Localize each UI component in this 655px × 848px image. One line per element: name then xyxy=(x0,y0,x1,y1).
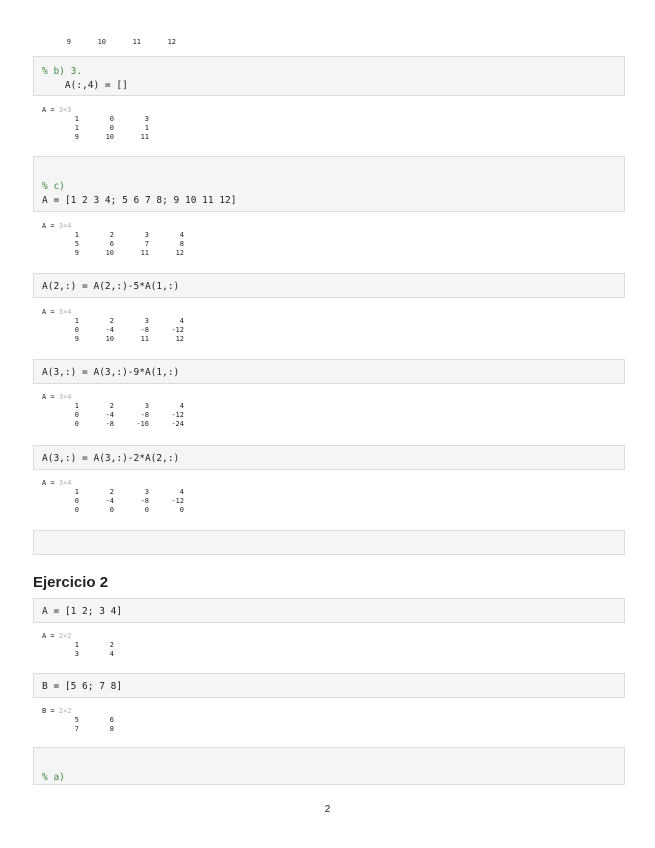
matrix-cell: 9 xyxy=(74,249,79,257)
matrix-cell: 1 xyxy=(74,641,79,649)
matrix-cell: 2 xyxy=(109,317,114,325)
code-line: A = [1 2; 3 4] xyxy=(42,606,123,617)
matrix-cell: 11 xyxy=(140,335,149,343)
matrix-cell: 11 xyxy=(132,38,141,46)
output-label: A = xyxy=(42,222,59,230)
code-line: A = [1 2 3 4; 5 6 7 8; 9 10 11 12] xyxy=(42,195,237,206)
code-cell-ej2-b[interactable] xyxy=(33,673,625,698)
matrix-cell: 0 xyxy=(74,411,79,419)
output-label: B = xyxy=(42,707,59,715)
matrix-cell: 0 xyxy=(109,124,114,132)
matrix-cell: 10 xyxy=(97,38,106,46)
matrix-cell: 11 xyxy=(140,133,149,141)
matrix-cell: 3 xyxy=(74,650,79,658)
matrix-cell: 1 xyxy=(74,488,79,496)
matrix-cell: 1 xyxy=(74,115,79,123)
output-c xyxy=(42,222,184,258)
matrix-cell: 0 xyxy=(74,326,79,334)
matrix-cell: 0 xyxy=(144,506,149,514)
output-step3 xyxy=(42,479,184,515)
matrix-cell: -24 xyxy=(171,420,184,428)
matrix-cell: 6 xyxy=(109,240,114,248)
matrix-cell: -12 xyxy=(171,326,184,334)
matrix-cell: 2 xyxy=(109,641,114,649)
matrix-cell: -12 xyxy=(171,411,184,419)
matrix-cell: -8 xyxy=(140,411,149,419)
matrix-cell: -4 xyxy=(105,326,114,334)
matrix-cell: 0 xyxy=(179,506,184,514)
code-cell-ej2-a[interactable] xyxy=(33,598,625,623)
matrix-cell: 0 xyxy=(74,420,79,428)
matrix-cell: 7 xyxy=(144,240,149,248)
output-size: 3×4 xyxy=(58,222,72,230)
matrix-cell: -8 xyxy=(105,420,114,428)
matrix-cell: -16 xyxy=(136,420,149,428)
matrix-cell: 5 xyxy=(74,240,79,248)
output-step2 xyxy=(42,393,184,429)
matrix-table xyxy=(42,115,149,142)
matrix-cell: 3 xyxy=(144,231,149,239)
output-size: 3×4 xyxy=(58,479,72,487)
matrix-cell: 0 xyxy=(74,497,79,505)
matrix-cell: 7 xyxy=(74,725,79,733)
matrix-cell: 4 xyxy=(179,402,184,410)
code-line: A(:,4) = [] xyxy=(42,80,128,91)
code-comment: % b) 3. xyxy=(42,66,83,77)
matrix-cell: 3 xyxy=(144,317,149,325)
output-label: A = xyxy=(42,308,59,316)
output-label: A = xyxy=(42,632,59,640)
matrix-cell: 0 xyxy=(109,115,114,123)
matrix-table xyxy=(42,231,184,258)
matrix-cell: 0 xyxy=(74,506,79,514)
output-label: A = xyxy=(42,393,59,401)
matrix-cell: 12 xyxy=(167,38,176,46)
matrix-cell: 3 xyxy=(144,402,149,410)
section-heading: Ejercicio 2 xyxy=(33,574,109,591)
matrix-cell: 4 xyxy=(179,488,184,496)
code-cell-b3[interactable] xyxy=(33,56,625,96)
matrix-cell: 5 xyxy=(74,716,79,724)
code-line: A(3,:) = A(3,:)-2*A(2,:) xyxy=(42,453,180,464)
matrix-cell: 1 xyxy=(74,231,79,239)
matrix-cell: 12 xyxy=(175,249,184,257)
matrix-cell: -8 xyxy=(140,497,149,505)
code-cell-step2[interactable] xyxy=(33,359,625,384)
code-line: B = [5 6; 7 8] xyxy=(42,681,123,692)
matrix-cell: 9 xyxy=(66,38,71,46)
output-size: 3×3 xyxy=(58,106,72,114)
matrix-cell: 4 xyxy=(179,317,184,325)
output-label: A = xyxy=(42,106,59,114)
matrix-cell: 9 xyxy=(74,335,79,343)
page-number: 2 xyxy=(324,804,331,815)
code-cell-c[interactable] xyxy=(33,156,625,212)
code-cell-step3[interactable] xyxy=(33,445,625,470)
output-label: A = xyxy=(42,479,59,487)
code-cell-empty[interactable] xyxy=(33,530,625,555)
matrix-cell: 3 xyxy=(144,488,149,496)
matrix-cell: -12 xyxy=(171,497,184,505)
matrix-cell: 4 xyxy=(109,650,114,658)
matrix-cell: -8 xyxy=(140,326,149,334)
matrix-output-row xyxy=(34,38,176,47)
matrix-cell: -4 xyxy=(105,497,114,505)
matrix-cell: 2 xyxy=(109,231,114,239)
matrix-cell: 2 xyxy=(109,488,114,496)
matrix-cell: 12 xyxy=(175,335,184,343)
code-cell-step1[interactable] xyxy=(33,273,625,298)
output-ej2-b xyxy=(42,707,114,734)
matrix-cell: 8 xyxy=(179,240,184,248)
matrix-cell: 11 xyxy=(140,249,149,257)
output-size: 2×2 xyxy=(58,707,72,715)
output-b3 xyxy=(42,106,149,142)
output-step1 xyxy=(42,308,184,344)
matrix-table xyxy=(42,716,114,734)
code-comment: % a) xyxy=(42,772,65,783)
matrix-cell: 10 xyxy=(105,133,114,141)
code-line: A(3,:) = A(3,:)-9*A(1,:) xyxy=(42,367,180,378)
output-size: 2×2 xyxy=(58,632,72,640)
code-line: A(2,:) = A(2,:)-5*A(1,:) xyxy=(42,281,180,292)
matrix-cell: 3 xyxy=(144,115,149,123)
matrix-cell: 10 xyxy=(105,249,114,257)
matrix-cell: 10 xyxy=(105,335,114,343)
matrix-cell: 1 xyxy=(74,317,79,325)
matrix-table xyxy=(42,488,184,515)
matrix-table xyxy=(42,317,184,344)
output-size: 3×4 xyxy=(58,308,72,316)
code-cell-ej2-a-comment[interactable] xyxy=(33,747,625,785)
output-size: 3×4 xyxy=(58,393,72,401)
matrix-cell: 6 xyxy=(109,716,114,724)
output-ej2-a xyxy=(42,632,114,659)
matrix-cell: -4 xyxy=(105,411,114,419)
matrix-cell: 8 xyxy=(109,725,114,733)
matrix-table xyxy=(42,402,184,429)
code-comment: % c) xyxy=(42,181,65,192)
matrix-cell: 4 xyxy=(179,231,184,239)
matrix-cell: 1 xyxy=(74,124,79,132)
matrix-cell: 9 xyxy=(74,133,79,141)
matrix-table xyxy=(42,641,114,659)
matrix-cell: 2 xyxy=(109,402,114,410)
matrix-cell: 1 xyxy=(74,402,79,410)
matrix-cell: 1 xyxy=(144,124,149,132)
matrix-cell: 0 xyxy=(109,506,114,514)
